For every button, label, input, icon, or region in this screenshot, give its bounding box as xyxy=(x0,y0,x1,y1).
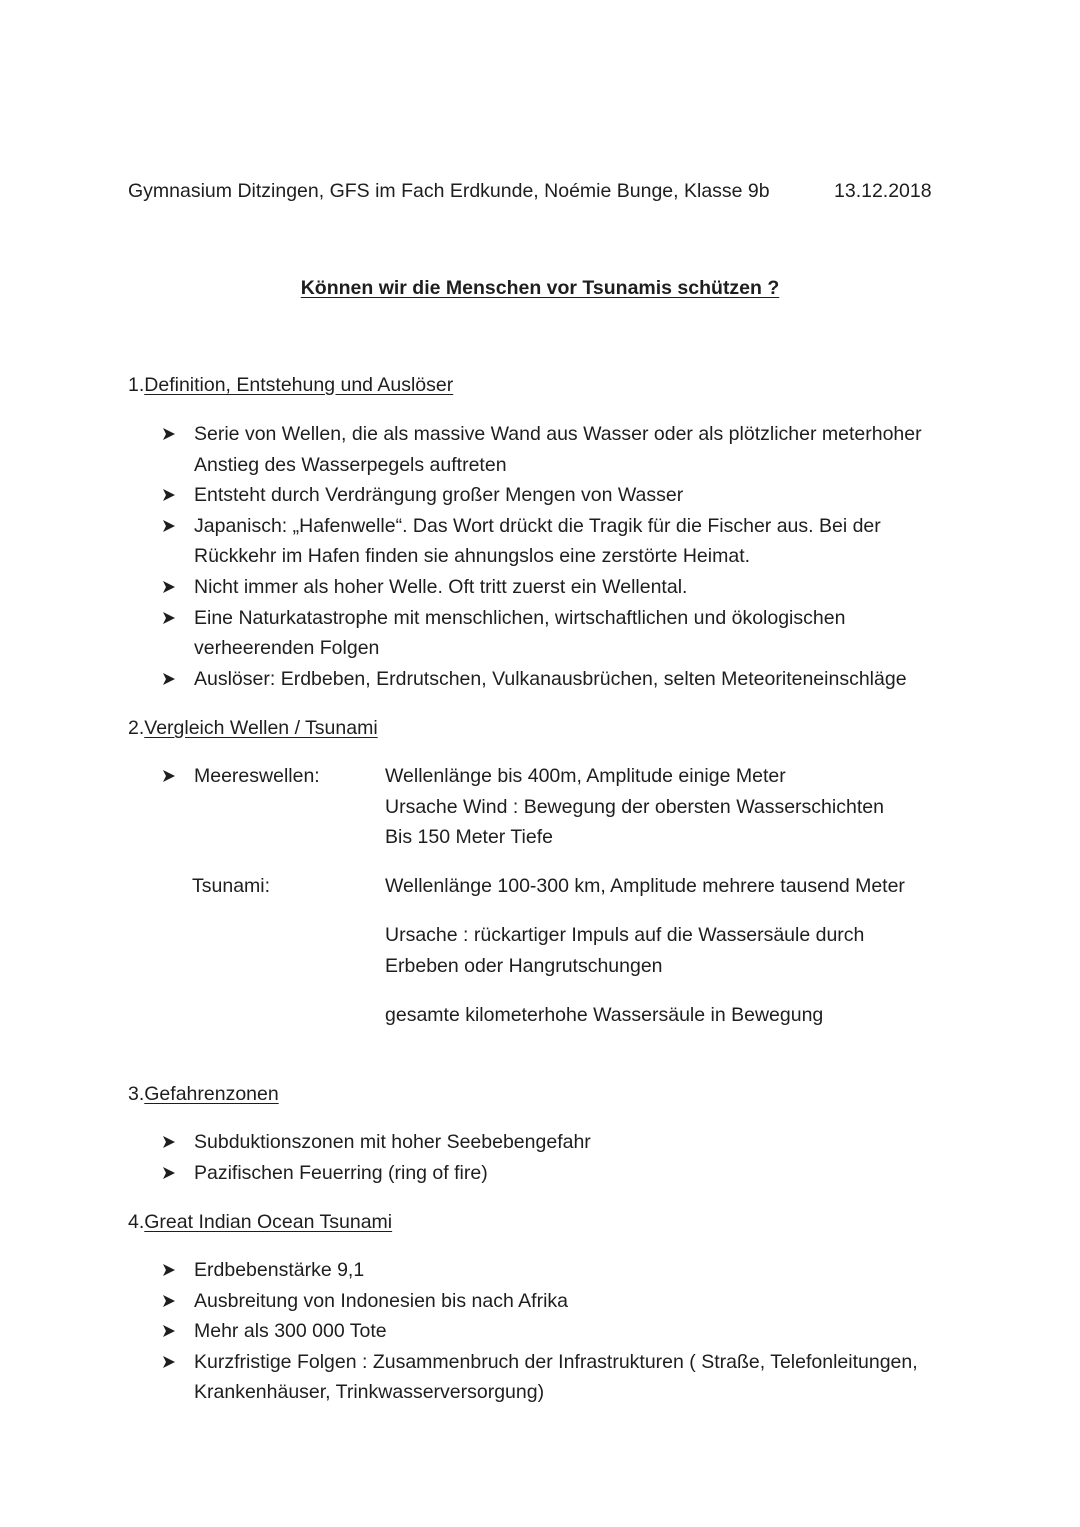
arrow-bullet-icon xyxy=(162,1158,178,1188)
arrow-bullet-icon xyxy=(162,1316,178,1346)
meereswellen-line-2: Ursache Wind : Bewegung der obersten Wasserschichten xyxy=(385,796,884,818)
tsunami-line-2: Ursache : rückartiger Impuls auf die Wassersäule durch xyxy=(385,924,865,946)
section-heading-1: 1.Definition, Entstehung und Auslöser xyxy=(128,374,454,396)
list-item: Nicht immer als hoher Welle. Oft tritt zuerst ein Wellental. xyxy=(0,572,954,603)
arrow-bullet-icon xyxy=(162,1255,178,1285)
document-date: 13.12.2018 xyxy=(834,180,932,202)
list-item: Erdbebenstärke 9,1 xyxy=(0,1255,954,1286)
arrow-bullet-icon xyxy=(162,1286,178,1316)
meereswellen-label: Meereswellen: xyxy=(194,765,320,787)
document-title: Können wir die Menschen vor Tsunamis schützen ? xyxy=(300,277,780,299)
meereswellen-line-3: Bis 150 Meter Tiefe xyxy=(385,826,553,848)
arrow-bullet-icon xyxy=(162,1347,178,1377)
list-item: Eine Naturkatastrophe mit menschlichen, wirtschaftlichen und ökologischen verheerenden Folgen xyxy=(0,603,954,664)
tsunami-line-1: Wellenlänge 100-300 km, Amplitude mehrere tausend Meter xyxy=(385,875,905,897)
arrow-bullet-icon xyxy=(162,419,178,449)
section-heading-3: 3.Gefahrenzonen xyxy=(128,1083,279,1105)
list-item: Auslöser: Erdbeben, Erdrutschen, Vulkanausbrüchen, selten Meteoriteneinschläge xyxy=(0,664,954,695)
list-item: Ausbreitung von Indonesien bis nach Afrika xyxy=(0,1286,954,1317)
arrow-bullet-icon xyxy=(162,511,178,541)
arrow-bullet-icon xyxy=(162,664,178,694)
list-item: Pazifischen Feuerring (ring of fire) xyxy=(0,1158,954,1189)
arrow-bullet-icon xyxy=(162,480,178,510)
tsunami-line-4: gesamte kilometerhohe Wassersäule in Bewegung xyxy=(385,1004,824,1026)
arrow-bullet-icon xyxy=(162,761,178,791)
section-heading-2: 2.Vergleich Wellen / Tsunami xyxy=(128,717,378,739)
section-3-bullet-list xyxy=(0,1127,1080,1188)
tsunami-label: Tsunami: xyxy=(192,875,271,897)
tsunami-line-3: Erbeben oder Hangrutschungen xyxy=(385,955,663,977)
list-item: Kurzfristige Folgen : Zusammenbruch der Infrastrukturen ( Straße, Telefonleitungen, Krankenhäuser, Trinkwasserversorgung) xyxy=(0,1347,954,1408)
arrow-bullet-icon xyxy=(162,572,178,602)
section-heading-4: 4.Great Indian Ocean Tsunami xyxy=(128,1211,393,1233)
list-item: Mehr als 300 000 Tote xyxy=(0,1316,954,1347)
list-item: Entsteht durch Verdrängung großer Mengen von Wasser xyxy=(0,480,954,511)
meereswellen-line-1: Wellenlänge bis 400m, Amplitude einige Meter xyxy=(385,765,786,787)
list-item: Serie von Wellen, die als massive Wand aus Wasser oder als plötzlicher meterhoher Anstieg des Wasserpegels auftreten xyxy=(0,419,954,480)
arrow-bullet-icon xyxy=(162,1127,178,1157)
section-1-bullet-list xyxy=(0,419,1080,694)
document-header-info: Gymnasium Ditzingen, GFS im Fach Erdkunde, Noémie Bunge, Klasse 9b xyxy=(128,180,770,202)
list-item: Japanisch: „Hafenwelle“. Das Wort drückt die Tragik für die Fischer aus. Bei der Rückkehr im Hafen finden sie ahnungslos eine zerstörte Heimat. xyxy=(0,511,954,572)
section-4-bullet-list xyxy=(0,1255,1080,1408)
arrow-bullet-icon xyxy=(162,603,178,633)
list-item: Subduktionszonen mit hoher Seebebengefahr xyxy=(0,1127,954,1158)
